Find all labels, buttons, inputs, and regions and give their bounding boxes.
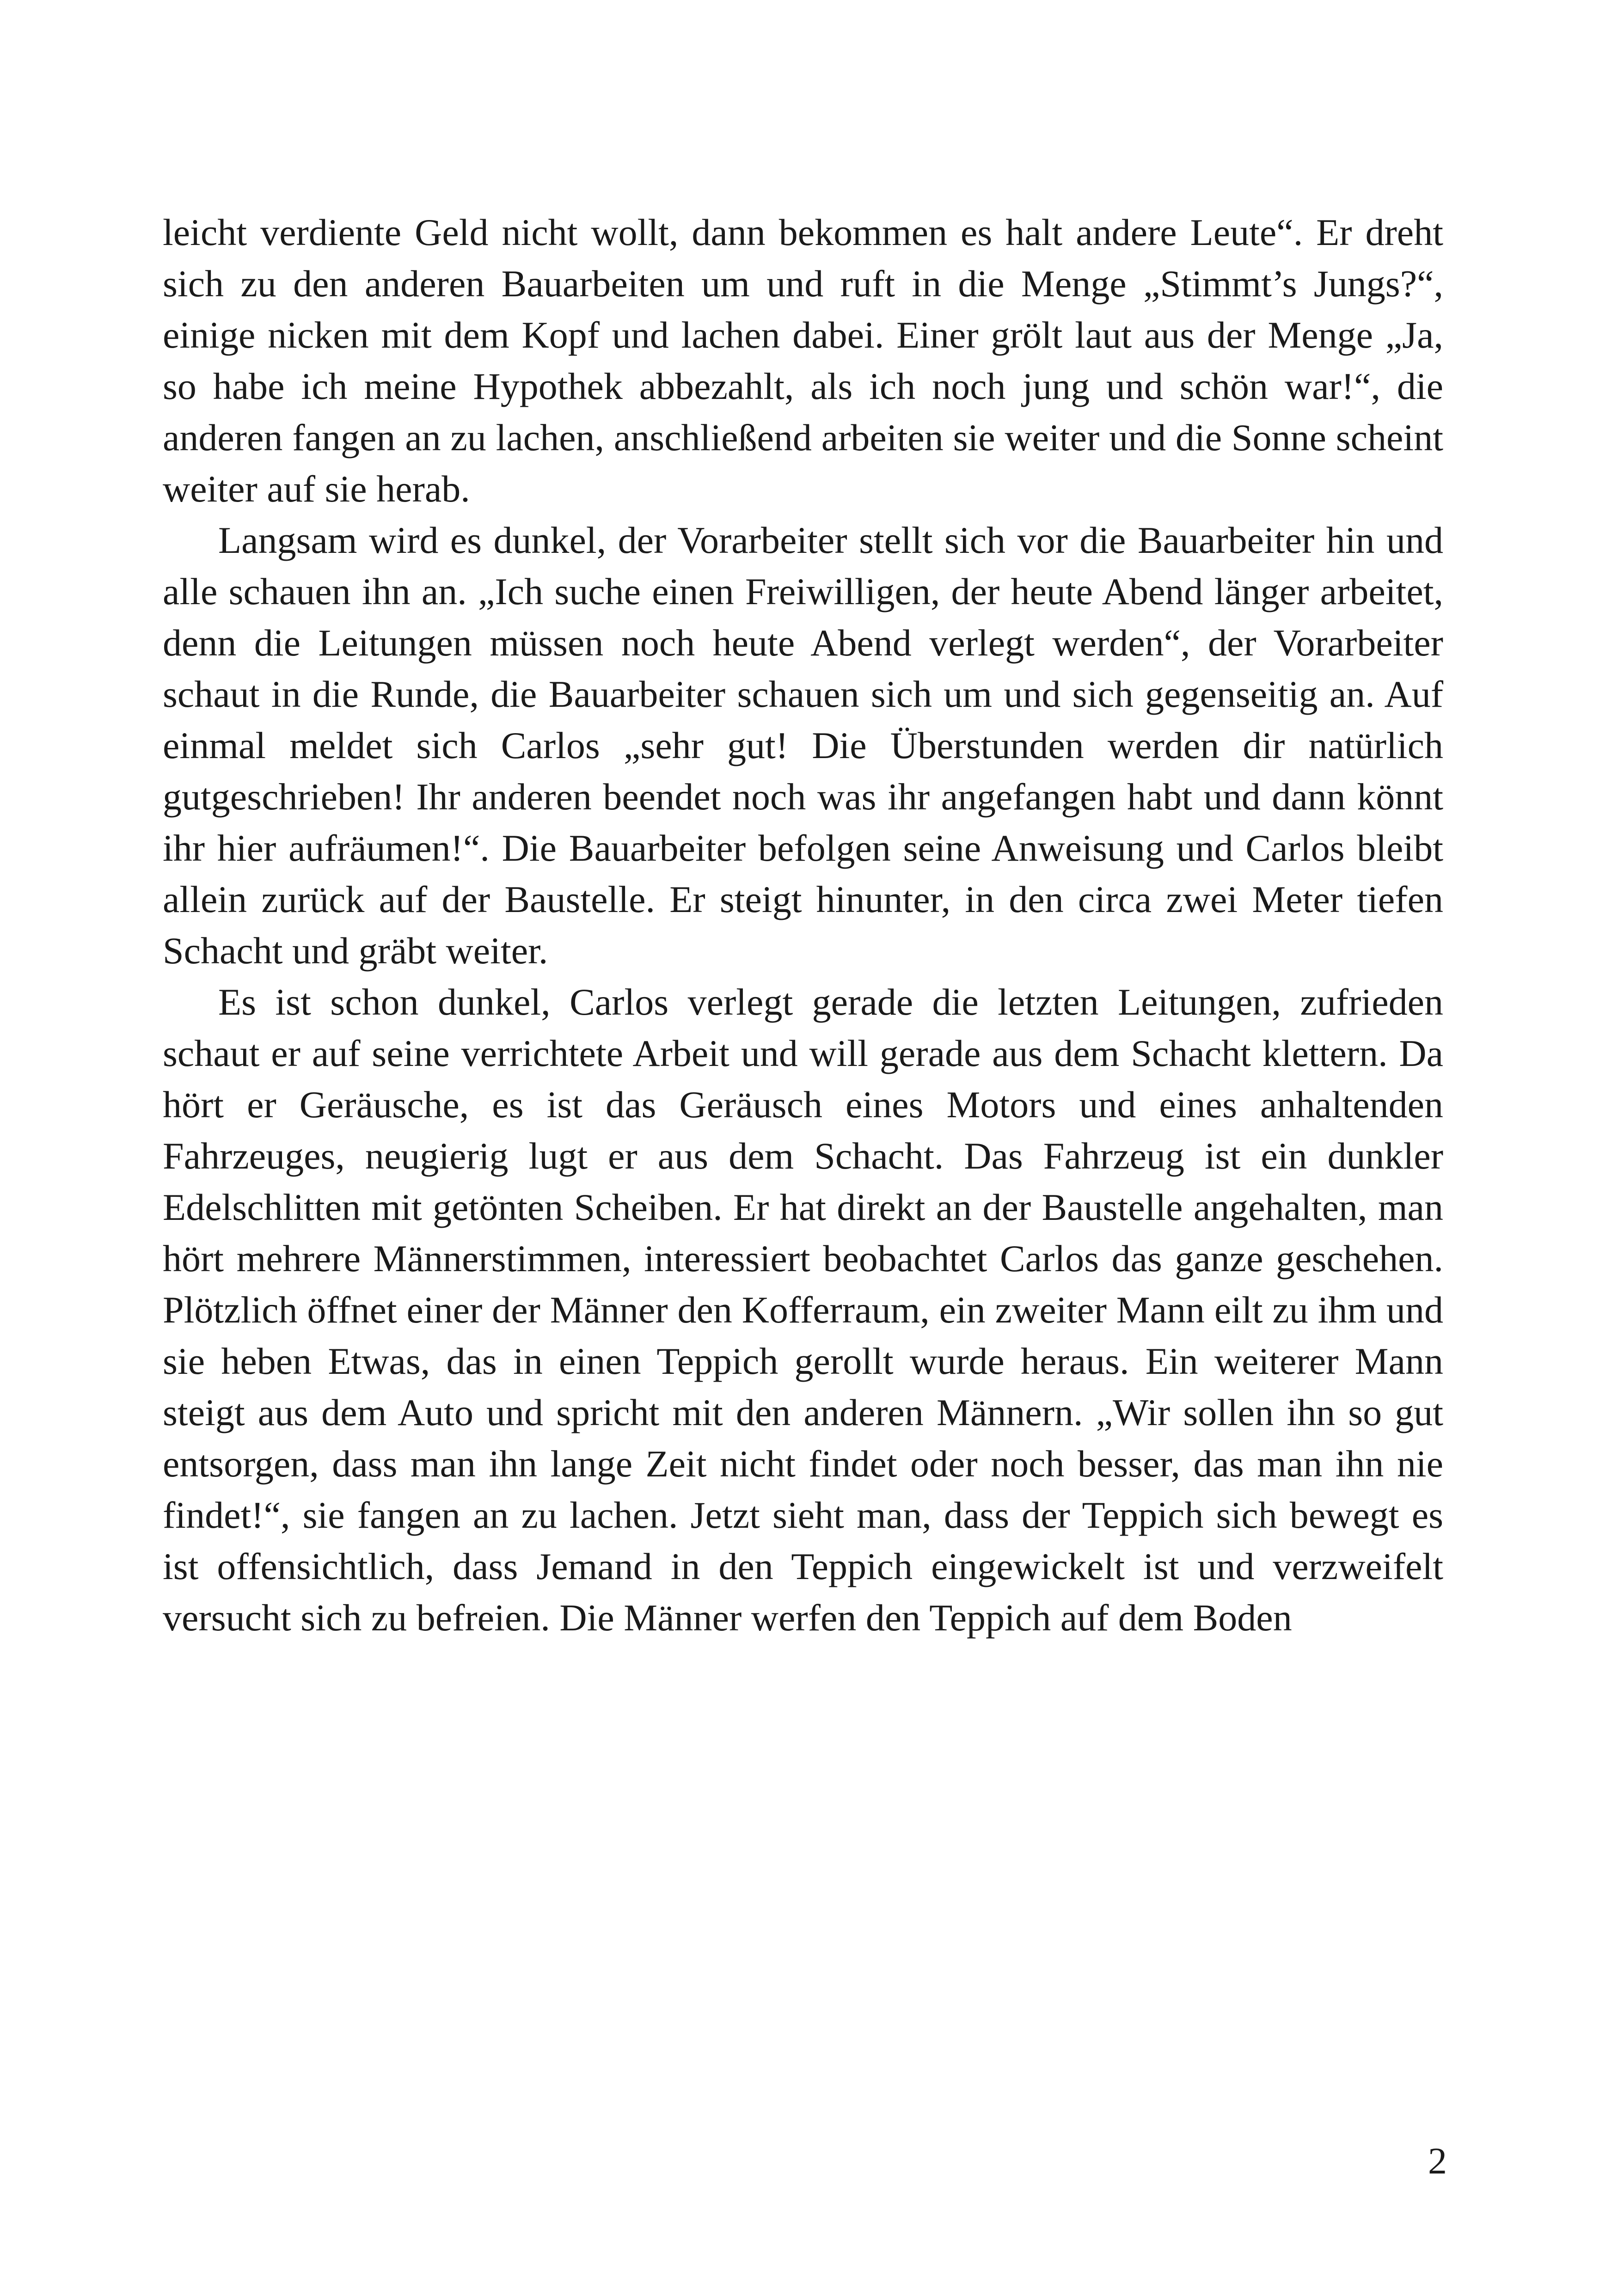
paragraph-continuation: leicht verdiente Geld nicht wollt, dann bekommen es halt andere Leute“. Er dreht sich zu den anderen Bauarbeiten um und ruft in die Menge „Stimmt’s Jungs?“, einige nicken mit dem Kopf und lachen dabei. Einer grölt laut aus der Menge „Ja, so habe ich meine Hypothek abbezahlt, als ich noch jung und schön war!“, die anderen fangen an zu lachen, anschließend arbeiten sie weiter und die Sonne scheint weiter auf sie herab.: [163, 211, 1443, 510]
paragraph-evening-volunteer: Langsam wird es dunkel, der Vorarbeiter stellt sich vor die Bauarbeiter hin und alle schauen ihn an. „Ich suche einen Freiwilligen, der heute Abend länger arbeitet, denn die Leitungen müssen noch heute Abend verlegt werden“, der Vorarbeiter schaut in die Runde, die Bauarbeiter schauen sich um und sich gegenseitig an. Auf einmal meldet sich Carlos „sehr gut! Die Überstunden werden dir natürlich gutgeschrieben! Ihr anderen beendet noch was ihr angefangen habt und dann könnt ihr hier aufräumen!“. Die Bauarbeiter befolgen seine Anweisung und Carlos bleibt allein zurück auf der Baustelle. Er steigt hinunter, in den circa zwei Meter tiefen Schacht und gräbt weiter.: [163, 519, 1443, 972]
paragraph-dark-car: Es ist schon dunkel, Carlos verlegt gerade die letzten Leitungen, zufrieden schaut er auf seine verrichtete Arbeit und will gerade aus dem Schacht klettern. Da hört er Geräusche, es ist das Geräusch eines Motors und eines anhaltenden Fahrzeuges, neugierig lugt er aus dem Schacht. Das Fahrzeug ist ein dunkler Edelschlitten mit getönten Scheiben. Er hat direkt an der Baustelle angehalten, man hört mehrere Männerstimmen, interessiert beobachtet Carlos das ganze geschehen. Plötzlich öffnet einer der Männer den Kofferraum, ein zweiter Mann eilt zu ihm und sie heben Etwas, das in einen Teppich gerollt wurde heraus. Ein weiterer Mann steigt aus dem Auto und spricht mit den anderen Männern. „Wir sollen ihn so gut entsorgen, dass man ihn lange Zeit nicht findet oder noch besser, das man ihn nie findet!“, sie fangen an zu lachen. Jetzt sieht man, dass der Teppich sich bewegt es ist offensichtlich, dass Jemand in den Teppich eingewickelt ist und verzweifelt versucht sich zu befreien. Die Männer werfen den Teppich auf dem Boden: [163, 981, 1443, 1639]
body-text: [163, 207, 1443, 1643]
page-number: 2: [1428, 2140, 1447, 2182]
